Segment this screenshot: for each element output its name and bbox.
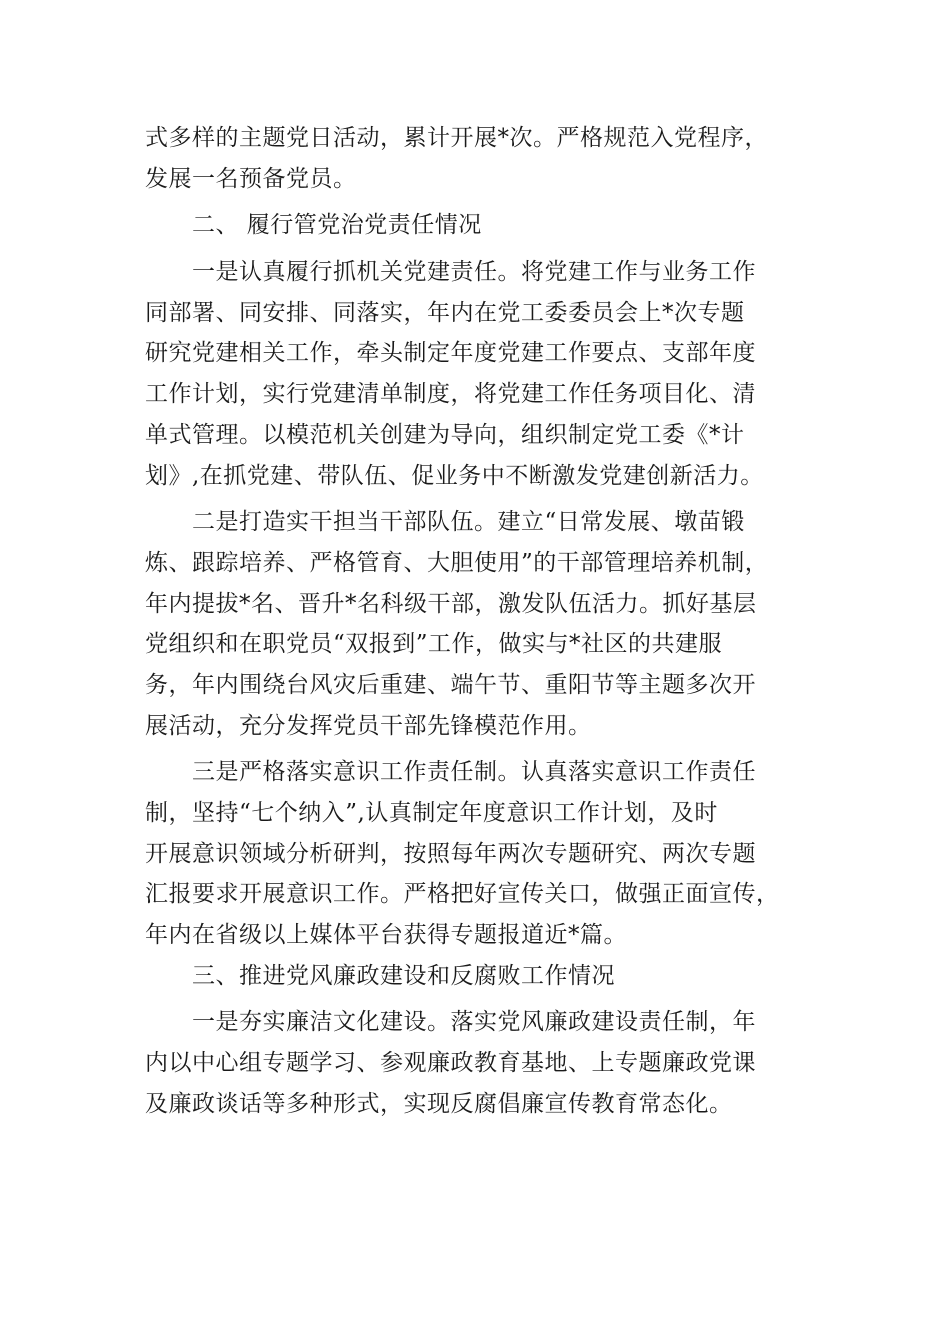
text-line: 工作计划，实行党建清单制度，将党建工作任务项目化、清 [145, 381, 756, 408]
text-line: 展活动，充分发挥党员干部先锋模范作用。 [145, 712, 592, 739]
text-line: 炼、跟踪培养、严格管育、大胆使用”的干部管理培养机制， [145, 549, 769, 576]
text-line: 研究党建相关工作，牵头制定年度党建工作要点、支部年度 [145, 340, 756, 367]
text-line: 开展意识领域分析研判，按照每年两次专题研究、两次专题 [145, 840, 756, 867]
text-line: 划》,在抓党建、带队伍、促业务中不断激发党建创新活力。 [145, 462, 764, 489]
section-heading: 二、 履行管党治党责任情况 [145, 212, 482, 239]
text-line: 发展一名预备党员。 [145, 165, 357, 192]
text-line: 党组织和在职党员“双报到”工作，做实与*社区的共建服 [145, 631, 723, 658]
text-line: 单式管理。以模范机关创建为导向，组织制定党工委《*计 [145, 421, 745, 448]
text-line: 二是打造实干担当干部队伍。建立“日常发展、墩苗锻 [145, 509, 745, 536]
text-line: 务，年内围绕台风灾后重建、端午节、重阳节等主题多次开 [145, 671, 756, 698]
text-line: 一是夯实廉洁文化建设。落实党风廉政建设责任制，年 [145, 1009, 756, 1036]
text-line: 三是严格落实意识工作责任制。认真落实意识工作责任 [145, 759, 756, 786]
section-heading: 三、推进党风廉政建设和反腐败工作情况 [145, 962, 615, 989]
text-line: 同部署、同安排、同落实，年内在党工委委员会上*次专题 [145, 299, 745, 326]
text-line: 一是认真履行抓机关党建责任。将党建工作与业务工作 [145, 259, 756, 286]
text-line: 制，坚持“七个纳入”,认真制定年度意识工作计划，及时 [145, 800, 718, 826]
text-line: 汇报要求开展意识工作。严格把好宣传关口，做强正面宣传， [145, 881, 780, 908]
text-line: 年内在省级以上媒体平台获得专题报道近*篇。 [145, 922, 627, 949]
text-line: 及廉政谈话等多种形式，实现反腐倡廉宣传教育常态化。 [145, 1090, 733, 1117]
text-line: 内以中心组专题学习、参观廉政教育基地、上专题廉政党课 [145, 1050, 756, 1077]
text-line: 年内提拔*名、晋升*名科级干部，激发队伍活力。抓好基层 [145, 590, 757, 617]
document-body [145, 118, 807, 1125]
text-line: 式多样的主题党日活动，累计开展*次。严格规范入党程序， [145, 125, 768, 151]
